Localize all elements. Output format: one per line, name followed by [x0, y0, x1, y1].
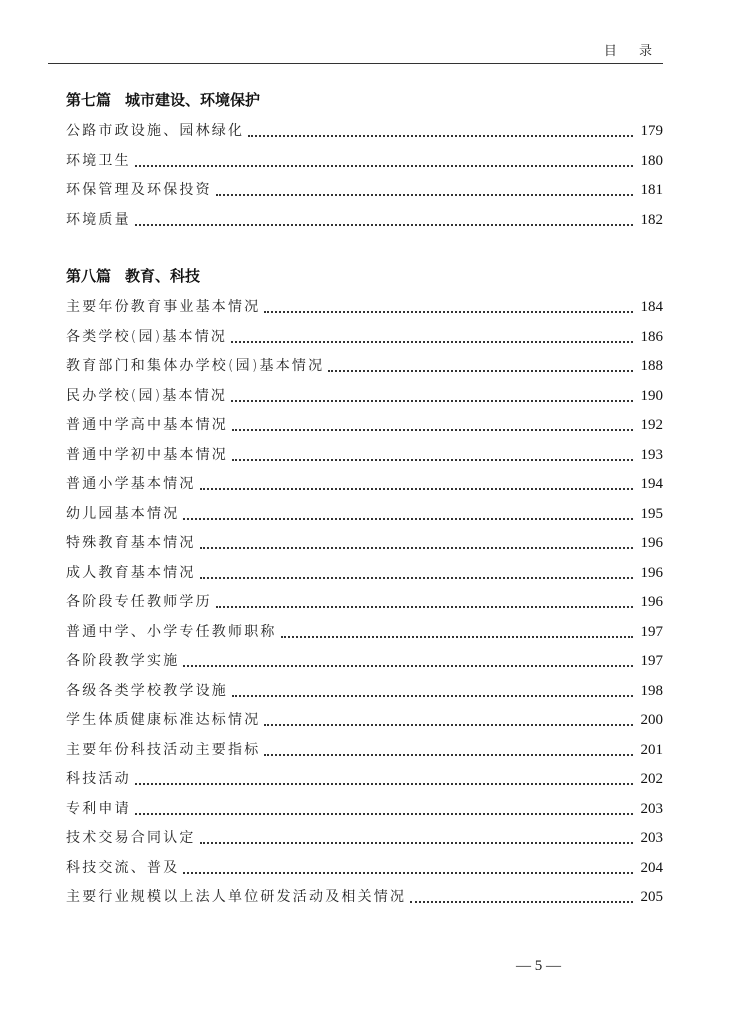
dot-leader: [183, 664, 633, 667]
section-part-8: [66, 264, 663, 913]
section-part-label: 第八篇: [66, 267, 112, 285]
dot-leader: [328, 369, 633, 372]
dot-leader: [232, 428, 633, 431]
section-heading: [66, 88, 663, 112]
dot-leader: [200, 546, 633, 549]
dot-leader: [264, 310, 633, 313]
toc-entry-title: 主要年份科技活动主要指标: [66, 741, 261, 758]
toc-page-number: 192: [640, 417, 663, 433]
toc-entry[interactable]: [66, 529, 663, 559]
toc-page-number: 197: [640, 653, 663, 669]
toc-page-number: 203: [640, 830, 663, 846]
toc-entry-title: 科技交流、普及: [66, 859, 180, 876]
toc-entry[interactable]: [66, 647, 663, 677]
toc-entry[interactable]: [66, 206, 663, 236]
running-head: [48, 40, 663, 64]
section-title: 城市建设、环境保护: [125, 91, 261, 109]
section-part-label: 第七篇: [66, 91, 112, 109]
toc-page-number: 196: [640, 535, 663, 551]
toc-entry[interactable]: [66, 117, 663, 147]
toc-entry-title: 科技活动: [66, 771, 131, 787]
toc-entry-title: 主要年份教育事业基本情况: [66, 299, 261, 315]
toc-page-number: 193: [640, 446, 663, 463]
toc-entry[interactable]: [66, 411, 663, 441]
dot-leader: [183, 517, 633, 520]
toc-page-number: 184: [640, 299, 663, 315]
toc-entry[interactable]: [66, 706, 663, 736]
toc-entry[interactable]: [66, 470, 663, 500]
toc-entry[interactable]: [66, 795, 663, 825]
toc-entry[interactable]: [66, 147, 663, 177]
toc-page-number: 204: [640, 859, 663, 876]
toc-page-number: 198: [640, 682, 663, 699]
dot-leader: [135, 812, 633, 815]
dot-leader: [200, 841, 633, 844]
toc-page-number: 194: [640, 476, 663, 492]
toc-entry[interactable]: [66, 677, 663, 707]
toc-entry-title: 普通中学、小学专任教师职称: [66, 623, 277, 640]
toc-entry-title: 各阶段专任教师学历: [66, 594, 212, 610]
toc-entry-title: 各级各类学校教学设施: [66, 682, 228, 699]
toc-page-number: 179: [640, 123, 663, 139]
toc-entry-title: 特殊教育基本情况: [66, 535, 196, 551]
toc-entry[interactable]: [66, 323, 663, 353]
toc-entry-title: 幼儿园基本情况: [66, 505, 180, 522]
toc-page-number: 196: [640, 594, 663, 610]
toc-entry-title: 各阶段教学实施: [66, 653, 180, 669]
toc-entry-title: 普通小学基本情况: [66, 476, 196, 492]
toc-entry[interactable]: [66, 382, 663, 412]
toc-entry-title: 专利申请: [66, 800, 131, 817]
dot-leader: [248, 134, 633, 137]
toc-page-number: 181: [640, 182, 663, 198]
toc-page-number: 200: [640, 712, 663, 728]
toc-entry[interactable]: [66, 441, 663, 471]
toc-page-number: 196: [640, 564, 663, 581]
toc-entry-title: 普通中学高中基本情况: [66, 417, 228, 433]
dot-leader: [135, 782, 633, 785]
toc-entry[interactable]: [66, 618, 663, 648]
toc-page-number: 205: [640, 889, 663, 905]
dot-leader: [135, 223, 633, 226]
toc-entry[interactable]: [66, 176, 663, 206]
dot-leader: [135, 164, 633, 167]
dot-leader: [216, 193, 633, 196]
toc-entry[interactable]: [66, 765, 663, 795]
toc-entry-title: 技术交易合同认定: [66, 830, 196, 846]
toc-entry-title: 教育部门和集体办学校(园)基本情况: [66, 358, 325, 374]
toc-page-number: 195: [640, 505, 663, 522]
toc-page-number: 182: [640, 211, 663, 228]
dot-leader: [264, 723, 633, 726]
toc-entry-title: 环境质量: [66, 211, 131, 228]
dot-leader: [200, 576, 633, 579]
toc-entry-title: 学生体质健康标准达标情况: [66, 712, 261, 728]
section-part-7: [66, 88, 663, 235]
toc-entry[interactable]: [66, 824, 663, 854]
dot-leader: [410, 900, 633, 903]
toc-page-number: 188: [640, 358, 663, 374]
section-heading: [66, 264, 663, 288]
toc-entry[interactable]: [66, 883, 663, 913]
toc-page-number: 203: [640, 800, 663, 817]
toc-entry-title: 普通中学初中基本情况: [66, 446, 228, 463]
toc-page-number: 186: [640, 328, 663, 345]
dot-leader: [231, 340, 633, 343]
running-head-title: 目 录: [603, 44, 661, 59]
dot-leader: [216, 605, 633, 608]
dot-leader: [281, 635, 633, 638]
page-folio: — 5 —: [516, 958, 561, 974]
toc-entry-title: 各类学校(园)基本情况: [66, 328, 228, 345]
toc-entry-title: 环境卫生: [66, 152, 131, 169]
toc-entry-title: 成人教育基本情况: [66, 564, 196, 581]
toc-entry[interactable]: [66, 352, 663, 382]
toc-page-number: 190: [640, 387, 663, 404]
toc-entry-title: 公路市政设施、园林绿化: [66, 123, 245, 139]
toc-entry[interactable]: [66, 500, 663, 530]
toc-entry-title: 环保管理及环保投资: [66, 182, 212, 198]
toc-entry[interactable]: [66, 854, 663, 884]
dot-leader: [183, 871, 633, 874]
toc-page-number: 201: [640, 741, 663, 758]
dot-leader: [232, 458, 633, 461]
toc-entry[interactable]: [66, 588, 663, 618]
toc-entry[interactable]: [66, 559, 663, 589]
dot-leader: [200, 487, 633, 490]
section-title: 教育、科技: [125, 267, 201, 285]
toc-page-number: 197: [640, 623, 663, 640]
toc-entry[interactable]: [66, 293, 663, 323]
toc-entry-title: 主要行业规模以上法人单位研发活动及相关情况: [66, 889, 407, 905]
dot-leader: [264, 753, 633, 756]
toc-page-number: 180: [640, 152, 663, 169]
toc-page-number: 202: [640, 771, 663, 787]
toc-entry-title: 民办学校(园)基本情况: [66, 387, 228, 404]
toc-entry[interactable]: [66, 736, 663, 766]
dot-leader: [232, 694, 633, 697]
dot-leader: [231, 399, 633, 402]
